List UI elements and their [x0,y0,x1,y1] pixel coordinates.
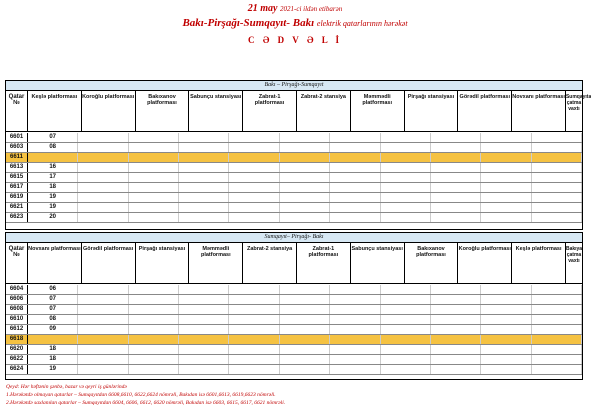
time-cell [280,285,330,294]
time-cell [229,285,279,294]
page-title [0,17,590,29]
time-cell [532,143,582,152]
time-cell [229,305,279,314]
table-row [6,133,582,143]
time-cell [179,203,229,212]
train-number-header: Qatar № [6,243,28,283]
time-cell [78,315,128,324]
note-item: 2.Hərəkətdə saxlanılan qatarlar – Sumqayıtdan 6604, 6606, 6612, 6620 nömrəli, Bakıdan isə 6603, 6615, 6617, 6621 nömrəli. [6,400,286,406]
table-row [6,173,582,183]
time-cell: 07 [28,295,78,304]
time-cell [179,295,229,304]
time-cell [330,355,380,364]
table-row [6,345,582,355]
station-header-row [6,243,582,284]
station-header: Bakıxanov platforması [136,91,190,131]
train-number: 6623 [6,213,28,222]
time-cell: 19 [28,193,78,202]
time-cell [280,345,330,354]
time-cell [381,355,431,364]
time-cell [129,183,179,192]
table-row [6,335,582,345]
time-cell [381,315,431,324]
time-cell: 19 [28,365,78,374]
time-cell [381,133,431,142]
time-cell [431,365,481,374]
time-cell [78,153,128,162]
time-cell [280,335,330,344]
route-label: Sumqayıt– Pirşağı- Bakı [6,233,582,243]
time-cell [481,365,531,374]
time-cell [431,183,481,192]
time-cell [129,345,179,354]
time-cell [280,133,330,142]
time-cell [431,295,481,304]
time-cell [78,365,128,374]
time-cell [179,365,229,374]
time-cell [532,335,582,344]
time-cell [78,143,128,152]
time-cell [532,355,582,364]
time-cell [532,203,582,212]
time-cell [481,335,531,344]
time-cell [532,295,582,304]
time-cell [179,335,229,344]
time-cell [280,355,330,364]
time-cell [280,315,330,324]
time-cell [280,143,330,152]
time-cell [381,213,431,222]
time-cell [280,295,330,304]
time-cell [229,163,279,172]
note-item: 1.Hərəkətdə olmayan qatarlar – Sumqayıtdan 6608,6610, 6622,6624 nömrəli, Bakıdan isə 6601,6613, 6619,6623 nömrəli. [6,392,276,398]
time-cell [280,365,330,374]
table-row [6,325,582,335]
time-cell [229,153,279,162]
time-cell [381,173,431,182]
time-cell: 08 [28,315,78,324]
time-cell: 20 [28,213,78,222]
time-cell [431,305,481,314]
time-cell [330,305,380,314]
train-number: 6601 [6,133,28,142]
time-cell [532,183,582,192]
time-cell [330,325,380,334]
time-cell [78,325,128,334]
time-cell [78,285,128,294]
time-cell [431,285,481,294]
time-cell [532,153,582,162]
station-header: Novxanı platforması [28,243,82,283]
time-cell [481,325,531,334]
time-cell [431,213,481,222]
table-row [6,315,582,325]
station-header: Bakıxanov platforması [405,243,459,283]
station-header: Zabrat-2 stansiya [243,243,297,283]
timetable-baku-sumqayit [5,80,591,230]
time-cell [229,315,279,324]
time-cell [532,365,582,374]
time-cell [381,305,431,314]
time-cell [532,213,582,222]
time-cell [330,183,380,192]
time-cell [179,325,229,334]
time-cell [381,193,431,202]
station-header: Zabrat-1 platforması [297,243,351,283]
time-cell [229,213,279,222]
time-cell [229,295,279,304]
train-number: 6603 [6,143,28,152]
time-cell [481,143,531,152]
station-header: Keşlə platforması [512,243,566,283]
time-cell [179,315,229,324]
station-header: Məmmədli platforması [351,91,405,131]
time-cell [78,213,128,222]
time-cell [229,355,279,364]
train-number: 6622 [6,355,28,364]
time-cell [381,183,431,192]
page-subtitle: C Ə D V Ə L İ [248,35,342,45]
time-cell [431,355,481,364]
train-number: 6619 [6,193,28,202]
time-cell [129,335,179,344]
time-cell [481,173,531,182]
title-main: Bakı-Pirşağı-Sumqayıt- Bakı [182,17,315,29]
train-number: 6608 [6,305,28,314]
train-number: 6610 [6,315,28,324]
time-cell [431,143,481,152]
time-cell [381,143,431,152]
time-cell [481,345,531,354]
station-header: Məmmədli platforması [189,243,243,283]
time-cell [179,285,229,294]
time-cell [481,285,531,294]
table-row [6,355,582,365]
time-cell [229,193,279,202]
time-cell [532,193,582,202]
time-cell [179,345,229,354]
time-cell: 18 [28,345,78,354]
time-cell [481,203,531,212]
route-label: Bakı – Pirşağı-Sumqayıt [6,81,582,91]
station-header: Zabrat-1 platforması [243,91,297,131]
station-header-row [6,91,591,132]
time-cell [280,173,330,182]
time-cell [532,133,582,142]
train-number: 6613 [6,163,28,172]
time-cell [330,365,380,374]
time-cell [330,345,380,354]
time-cell [330,193,380,202]
time-cell [532,305,582,314]
note-heading: Qeyd: Hər həftənin şənbə, bazar və qeyri iş günlərində [6,384,127,390]
time-cell [78,163,128,172]
time-cell [78,355,128,364]
time-cell [229,183,279,192]
time-cell [431,345,481,354]
table-row [6,285,582,295]
station-header: Zabrat-2 stansiya [297,91,351,131]
time-cell: 09 [28,325,78,334]
station-header: Keşlə platforması [28,91,82,131]
timetable-sumqayit-baku [5,232,583,380]
train-number-header: Qatar № [6,91,28,131]
time-cell [280,153,330,162]
train-number: 6611 [6,153,28,162]
train-number: 6620 [6,345,28,354]
time-cell [330,285,380,294]
time-cell [280,163,330,172]
time-cell [381,335,431,344]
time-cell [179,213,229,222]
train-number: 6624 [6,365,28,374]
time-cell [481,183,531,192]
time-cell [532,173,582,182]
time-cell [280,305,330,314]
time-cell [431,325,481,334]
time-cell [330,173,380,182]
time-cell [129,295,179,304]
time-cell [28,335,78,344]
arrival-header: Bakıya çatma vaxtı [565,246,583,264]
time-cell: 06 [28,285,78,294]
time-cell [280,213,330,222]
time-cell [129,285,179,294]
train-number: 6617 [6,183,28,192]
time-cell: 18 [28,183,78,192]
time-cell [280,325,330,334]
train-number: 6615 [6,173,28,182]
time-cell [229,173,279,182]
time-cell [129,365,179,374]
train-rows [6,285,582,375]
time-cell [481,193,531,202]
time-cell [330,315,380,324]
date-suffix: 2021-ci ildən etibarən [280,5,343,13]
time-cell [229,325,279,334]
time-cell [78,193,128,202]
time-cell [431,153,481,162]
time-cell [330,153,380,162]
station-header: Sabunçu stansiyası [351,243,405,283]
time-cell [179,305,229,314]
time-cell [28,153,78,162]
time-cell [381,153,431,162]
time-cell [532,325,582,334]
time-cell [129,305,179,314]
time-cell [129,193,179,202]
time-cell [481,305,531,314]
time-cell [381,365,431,374]
time-cell [179,183,229,192]
time-cell [229,345,279,354]
time-cell [431,203,481,212]
time-cell [431,133,481,142]
time-cell [532,315,582,324]
time-cell [129,315,179,324]
time-cell [280,183,330,192]
time-cell [179,133,229,142]
station-header: Novxanı platforması [512,91,566,131]
time-cell [481,295,531,304]
time-cell [381,295,431,304]
time-cell [229,203,279,212]
table-row [6,153,582,163]
time-cell [129,153,179,162]
time-cell [129,325,179,334]
table-row [6,193,582,203]
time-cell: 07 [28,133,78,142]
time-cell: 18 [28,355,78,364]
train-number: 6604 [6,285,28,294]
time-cell [381,325,431,334]
time-cell [381,163,431,172]
time-cell [179,163,229,172]
time-cell [179,193,229,202]
time-cell [431,173,481,182]
time-cell [129,355,179,364]
time-cell [481,133,531,142]
time-cell [532,163,582,172]
time-cell [229,365,279,374]
time-cell [78,305,128,314]
time-cell [330,203,380,212]
time-cell [330,295,380,304]
time-cell [381,285,431,294]
time-cell [179,355,229,364]
time-cell [330,163,380,172]
station-header: Pirşağı stansiyası [136,243,190,283]
time-cell [431,315,481,324]
time-cell [78,173,128,182]
time-cell: 16 [28,163,78,172]
time-cell: 17 [28,173,78,182]
time-cell [330,133,380,142]
time-cell [78,335,128,344]
table-row [6,213,582,223]
station-header: Pirşağı stansiyası [405,91,459,131]
station-header: Görədil platforması [82,243,136,283]
train-number: 6621 [6,203,28,212]
time-cell [381,203,431,212]
time-cell [229,133,279,142]
time-cell: 07 [28,305,78,314]
time-cell [481,153,531,162]
time-cell [330,143,380,152]
time-cell: 08 [28,143,78,152]
time-cell [280,193,330,202]
time-cell [78,133,128,142]
time-cell [78,183,128,192]
time-cell [532,345,582,354]
time-cell [431,193,481,202]
train-rows [6,133,582,223]
time-cell [280,203,330,212]
time-cell [481,315,531,324]
date-text: 21 may [247,3,278,14]
table-row [6,163,582,173]
time-cell [431,335,481,344]
station-header: Koroğlu platforması [458,243,512,283]
time-cell [129,213,179,222]
time-cell [78,345,128,354]
date-heading [0,3,590,14]
time-cell [229,143,279,152]
time-cell [78,295,128,304]
time-cell [330,213,380,222]
table-row [6,203,582,213]
time-cell [381,345,431,354]
time-cell [229,335,279,344]
time-cell [431,163,481,172]
time-cell [179,173,229,182]
time-cell [179,153,229,162]
table-row [6,295,582,305]
time-cell [129,203,179,212]
time-cell [129,173,179,182]
table-row [6,305,582,315]
time-cell [179,143,229,152]
time-cell [78,203,128,212]
train-number: 6618 [6,335,28,344]
time-cell [481,355,531,364]
table-row [6,143,582,153]
title-suffix: elektrik qatarlarının hərəkət [316,19,408,28]
table-row [6,365,582,375]
train-number: 6606 [6,295,28,304]
station-header: Sabunçu stansiyası [189,91,243,131]
time-cell [330,335,380,344]
time-cell [129,143,179,152]
time-cell [129,133,179,142]
time-cell [481,163,531,172]
station-header: Görədil platforması [458,91,512,131]
arrival-header: Sumqayıta çatma vaxtı [565,94,591,112]
time-cell [129,163,179,172]
time-cell: 19 [28,203,78,212]
time-cell [481,213,531,222]
time-cell [532,285,582,294]
train-number: 6612 [6,325,28,334]
table-row [6,183,582,193]
station-header: Koroğlu platforması [82,91,136,131]
